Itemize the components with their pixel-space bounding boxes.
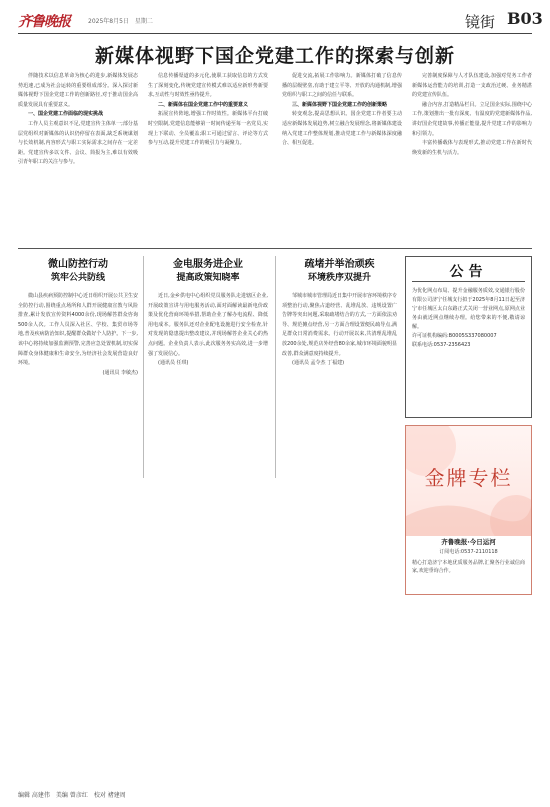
bank-notice xyxy=(405,256,532,418)
page-number: B03 xyxy=(507,9,543,28)
section-subhead: 一、国企党建工作面临的现实挑战 xyxy=(28,111,104,118)
paragraph: 微山县疾病预防控制中心近日组织开展公共卫生安全防控行动,围绕重点场所和人群开展健康宣教与风险排查,累计发放宣传资料4000余份,现场解答群众咨询500余人次。工作人员深入社区、学校、集贸市场等地,普及疾病防治知识,提醒群众做好个人防护。下一步,该中心将持续加强监测预警,完善应急处置机制,切实保障群众身体健康和生命安全,为经济社会发展营造良好环境。 xyxy=(18,293,138,367)
paragraph: 促进交流,拓展工作影响力。新媒体打破了信息传播的层级壁垒,有助于建立平等、开放的沟通机制,增强党组织与职工之间的信任与联系。 xyxy=(282,73,402,99)
gold-column-ad[interactable] xyxy=(405,425,532,595)
story-2-byline: (通讯员 任琪) xyxy=(158,360,189,367)
story-3-title: 疏堵并举治顽疾 xyxy=(304,259,375,270)
ad-slogan: 齐鲁晚报·今日运河 xyxy=(441,538,496,546)
notice-hotline: 联系电话:0537-2356423 xyxy=(412,342,471,348)
masthead xyxy=(18,9,543,34)
section-label: 镜街 xyxy=(465,13,496,31)
main-article-col-1 xyxy=(18,72,138,240)
story-3-byline: (通讯员 孟令杰 丁福建) xyxy=(292,360,345,367)
ad-phone: 订阅电话:0537-2110118 xyxy=(439,549,498,555)
story-3-body xyxy=(282,292,397,472)
story-2-subtitle: 提高政策知晓率 xyxy=(176,273,240,283)
ad-title: 金牌专栏 xyxy=(424,466,513,490)
section-divider xyxy=(18,248,532,249)
issue-date: 2025年8月5日 星期二 xyxy=(88,18,153,25)
notice-text: 为优化网点布局、提升金融服务质效,交通银行股份有限公司济宁任城支行拟于2025年8月11日起至济宁市任城区太白东路正式关闭一营业网点,原网点业务由就近网点继续办理。给您带来的不便,敬请谅解。 xyxy=(412,288,525,330)
paragraph: 邹城市城市管理局近日集中开展市容环境秩序专项整治行动,聚焦占道经营、乱堆乱放、违规设置广告牌等突出问题,采取疏堵结合的方式,一方面依法劝导、规范摊点经营,另一方面合理设置便民疏导点,满足群众日常消费需求。行动开展以来,共清理乱堆乱放200余处,规范店外经营80余家,城市环境面貌明显改善,群众满意度持续提升。 xyxy=(282,293,397,357)
notice-title: 公告 xyxy=(449,264,488,280)
story-1-body xyxy=(18,292,138,376)
notice-divider xyxy=(412,281,525,282)
main-article-col-3 xyxy=(282,72,402,240)
newspaper-logo: 齐鲁晚报 xyxy=(18,14,70,30)
story-1-title: 微山防控行动 xyxy=(48,259,108,270)
ad-text: 精心打造济宁本地优质服务品牌,汇聚各行业诚信商家,欢迎垂询合作。 xyxy=(412,560,525,574)
main-article-col-2 xyxy=(148,72,268,240)
paragraph: 转变观念,提高思想认识。国企党建工作者要主动适应新媒体发展趋势,树立融合发展理念,将新媒体建设纳入党建工作整体规划,推动党建工作与新媒体深度融合、相互促进。 xyxy=(282,111,402,147)
section-subhead: 二、新媒体在国企党建工作中的重要意义 xyxy=(158,101,249,108)
notice-license: 许可证机构编码:B0005S337080007 xyxy=(412,333,497,339)
main-headline: 新媒体视野下国企党建工作的探索与创新 xyxy=(94,45,455,67)
main-article-col-4 xyxy=(412,72,532,240)
story-1-subtitle: 筑牢公共防线 xyxy=(50,273,105,283)
column-divider xyxy=(143,256,144,478)
story-2-title: 金电服务进企业 xyxy=(173,259,243,270)
paragraph: 近日,金乡供电中心组织党员服务队走进辖区企业,开展政策宣讲与用电服务活动,面对面解读最新电价政策及优化营商环境举措,帮助企业了解办电流程、降低用电成本。服务队还对企业配电设施进行安全检查,针对发现的隐患提出整改建议,并现场解答企业关心的热点问题。企业负责人表示,此次服务务实高效,进一步增强了发展信心。 xyxy=(148,293,268,357)
page-credits: 编辑 高建伟 美编 曾彦红 校对 褚建周 xyxy=(18,792,126,799)
paragraph: 工作人员主观意识不足,党建宣传主体单一;部分基层党组织对新媒体的认识仍停留在表面,缺乏系统谋划与长效机制,内容形式与职工实际需求之间存在一定差距。党建宣传多以文件、会议、简报为主,难以有效吸引青年职工的关注与参与。 xyxy=(18,120,138,166)
paragraph: 丰富传播载体与表现形式,推动党建工作在新时代焕发新的生机与活力。 xyxy=(412,140,532,156)
paragraph: 融合内容,打造精品栏目。立足国企实际,围绕中心工作,策划推出一批有深度、有温度的党建新媒体作品,讲好国企党建故事,传播正能量,提升党建工作的影响力和引领力。 xyxy=(412,101,532,137)
paragraph: 伴随技术以信息革命为核心的进步,新媒体发展态势迅速,已成为社会运转的重要组成部分。深入探讨新媒体视野下国企党建工作的创新路径,对于推动国企高质量发展具有重要意义。 xyxy=(18,73,138,108)
column-divider xyxy=(275,256,276,478)
story-3-subtitle: 环境秩序双提升 xyxy=(307,273,371,283)
paragraph: 完善制度保障与人才队伍建设,加强对党务工作者新媒体运营能力的培训,打造一支政治过硬、业务精湛的党建宣传队伍。 xyxy=(412,73,532,99)
story-1-byline: (通讯员 李敏杰) xyxy=(102,369,138,376)
section-subhead: 三、新媒体视野下国企党建工作的创新策略 xyxy=(292,101,388,108)
paragraph: 信息传播渠道的多元化,使职工获取信息的方式发生了深刻变化,传统党建宣传模式难以适应新形势新要求,互动性与时效性亟待提升。 xyxy=(148,73,268,99)
notice-body xyxy=(412,287,525,350)
paragraph: 拓展宣传阵地,增强工作时效性。新媒体平台打破时空限制,党建信息能够第一时间传递至每一名党员,实现上下联动、全员覆盖;职工可通过留言、评论等方式参与互动,提升党建工作的吸引力与凝聚力。 xyxy=(148,111,268,147)
story-2-body xyxy=(148,292,268,472)
